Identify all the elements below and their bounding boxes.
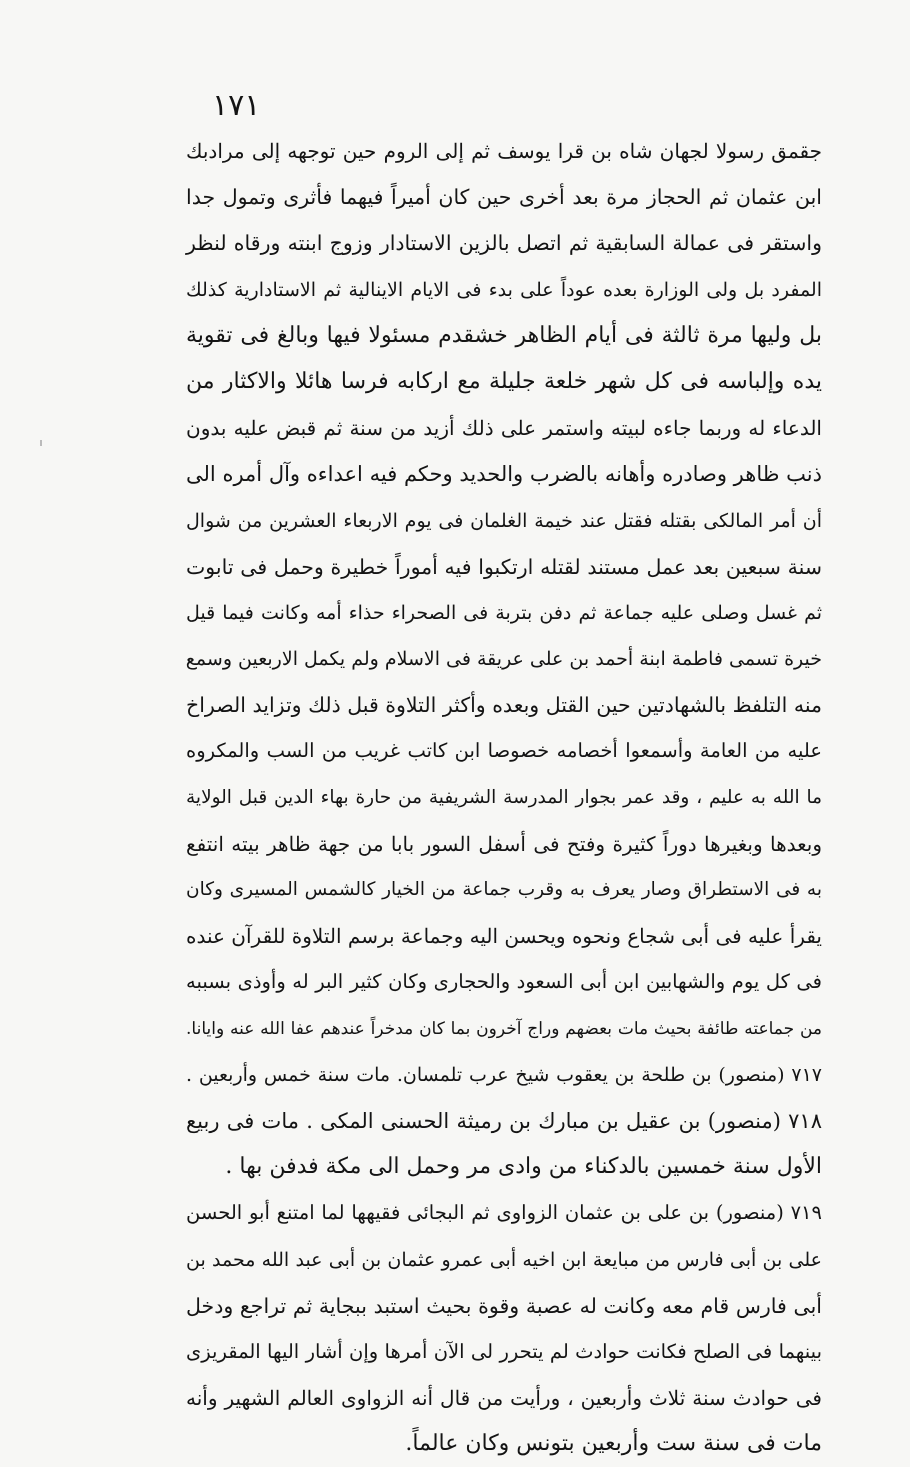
text-line: المفرد بل ولى الوزارة بعده عوداً على بدء فى الايام الاينالية ثم الاستادارية كذلك <box>186 278 822 301</box>
entry-717: ٧١٧ (منصور) بن طلحة بن يعقوب شيخ عرب تلمسان. مات سنة خمس وأربعين . <box>186 1063 822 1086</box>
text-line: الدعاء له وربما جاءه لبيته واستمر على ذلك أزيد من سنة ثم قبض عليه بدون <box>186 416 822 441</box>
text-line: سنة سبعين بعد عمل مستند لقتله ارتكبوا فيه أموراً خطيرة وحمل فى تابوت <box>186 554 822 579</box>
page-number: ١٧١ <box>212 88 261 123</box>
text-line: مات فى سنة ست وأربعين بتونس وكان عالماً. <box>405 1431 822 1457</box>
entry-719: ٧١٩ (منصور) بن على بن عثمان الزواوى ثم البجائى فقيهها لما امتنع أبو الحسن <box>186 1201 822 1225</box>
text-line: فى حوادث سنة ثلاث وأربعين ، ورأيت من قال أنه الزواوى العالم الشهير وأنه <box>186 1386 822 1411</box>
text-line: منه التلفظ بالشهادتين حين القتل وبعده وأكثر التلاوة قبل ذلك وتزايد الصراخ <box>186 693 822 718</box>
entry-718: ٧١٨ (منصور) بن عقيل بن مبارك بن رميثة الحسنى المكى . مات فى ربيع <box>186 1108 822 1133</box>
text-line: ابن عثمان ثم الحجاز مرة بعد أخرى حين كان أميراً فيهما فأثرى وتمول جدا <box>186 185 822 210</box>
text-line: ثم غسل وصلى عليه جماعة ثم دفن بتربة فى الصحراء حذاء أمه وكانت فيما قيل <box>186 601 822 624</box>
text-line: ما الله به عليم ، وقد عمر بجوار المدرسة الشريفية من حارة بهاء الدين قبل الولاية <box>186 786 822 808</box>
text-line: ذنب ظاهر وصادره وأهانه بالضرب والحديد وحكم فيه اعداءه وآل أمره الى <box>186 462 822 487</box>
text-line: يده وإلباسه فى كل شهر خلعة جليلة مع اركابه فرسا هائلا والاكثار من <box>186 368 822 394</box>
text-line: يقرأ عليه فى أبى شجاع ونحوه ويحسن اليه وجماعة برسم التلاوة للقرآن عنده <box>186 924 822 949</box>
body-text <box>186 128 822 1467</box>
text-line: على بن أبى فارس من مبايعة ابن اخيه أبى عمرو عثمان بن أبى عبد الله محمد بن <box>186 1248 822 1271</box>
text-line: بل وليها مرة ثالثة فى أيام الظاهر خشقدم مسئولا فيها وبالغ فى تقوية <box>186 322 822 348</box>
text-line: جقمق رسولا لجهان شاه بن قرا يوسف ثم إلى الروم حين توجهه إلى مرادبك <box>186 139 822 163</box>
text-line: عليه من العامة وأسمعوا أخصامه خصوصا ابن كاتب غريب من السب والمكروه <box>186 739 822 763</box>
text-line: خيرة تسمى فاطمة ابنة أحمد بن على عريقة فى الاسلام ولم يكمل الاربعين وسمع <box>185 648 822 671</box>
text-line: بينهما فى الصلح فكانت حوادث لم يتحرر لى الآن أمرها وإن أشار اليها المقريزى <box>186 1339 822 1363</box>
text-line: فى كل يوم والشهابين ابن أبى السعود والحجارى وكان كثير البر له وأوذى بسببه <box>186 970 822 994</box>
text-line: الأول سنة خمسين بالدكناء من وادى مر وحمل الى مكة فدفن بها . <box>225 1154 822 1180</box>
text-line: من جماعته طائفة بحيث مات بعضهم وراج آخرون بما كان مدخراً عندهم عفا الله عنه وايانا. <box>186 1018 822 1039</box>
text-line: وبعدها وبغيرها دوراً كثيرة وفتح فى أسفل السور بابا من جهة ظاهر بيته انتفع <box>186 831 822 856</box>
margin-speck <box>40 440 42 446</box>
text-line: به فى الاستطراق وصار يعرف به وقرب جماعة من الخيار كالشمس المسيرى وكان <box>186 879 822 900</box>
text-line: أن أمر المالكى بقتله فقتل عند خيمة الغلمان فى يوم الاربعاء العشرين من شوال <box>186 509 822 532</box>
text-line: واستقر فى عمالة السابقية ثم اتصل بالزين الاستادار وزوج ابنته ورقاه لنظر <box>186 231 822 256</box>
text-line: أبى فارس قام معه وكانت له عصبة وقوة بحيث استبد ببجاية ثم تراجع ودخل <box>186 1293 822 1318</box>
